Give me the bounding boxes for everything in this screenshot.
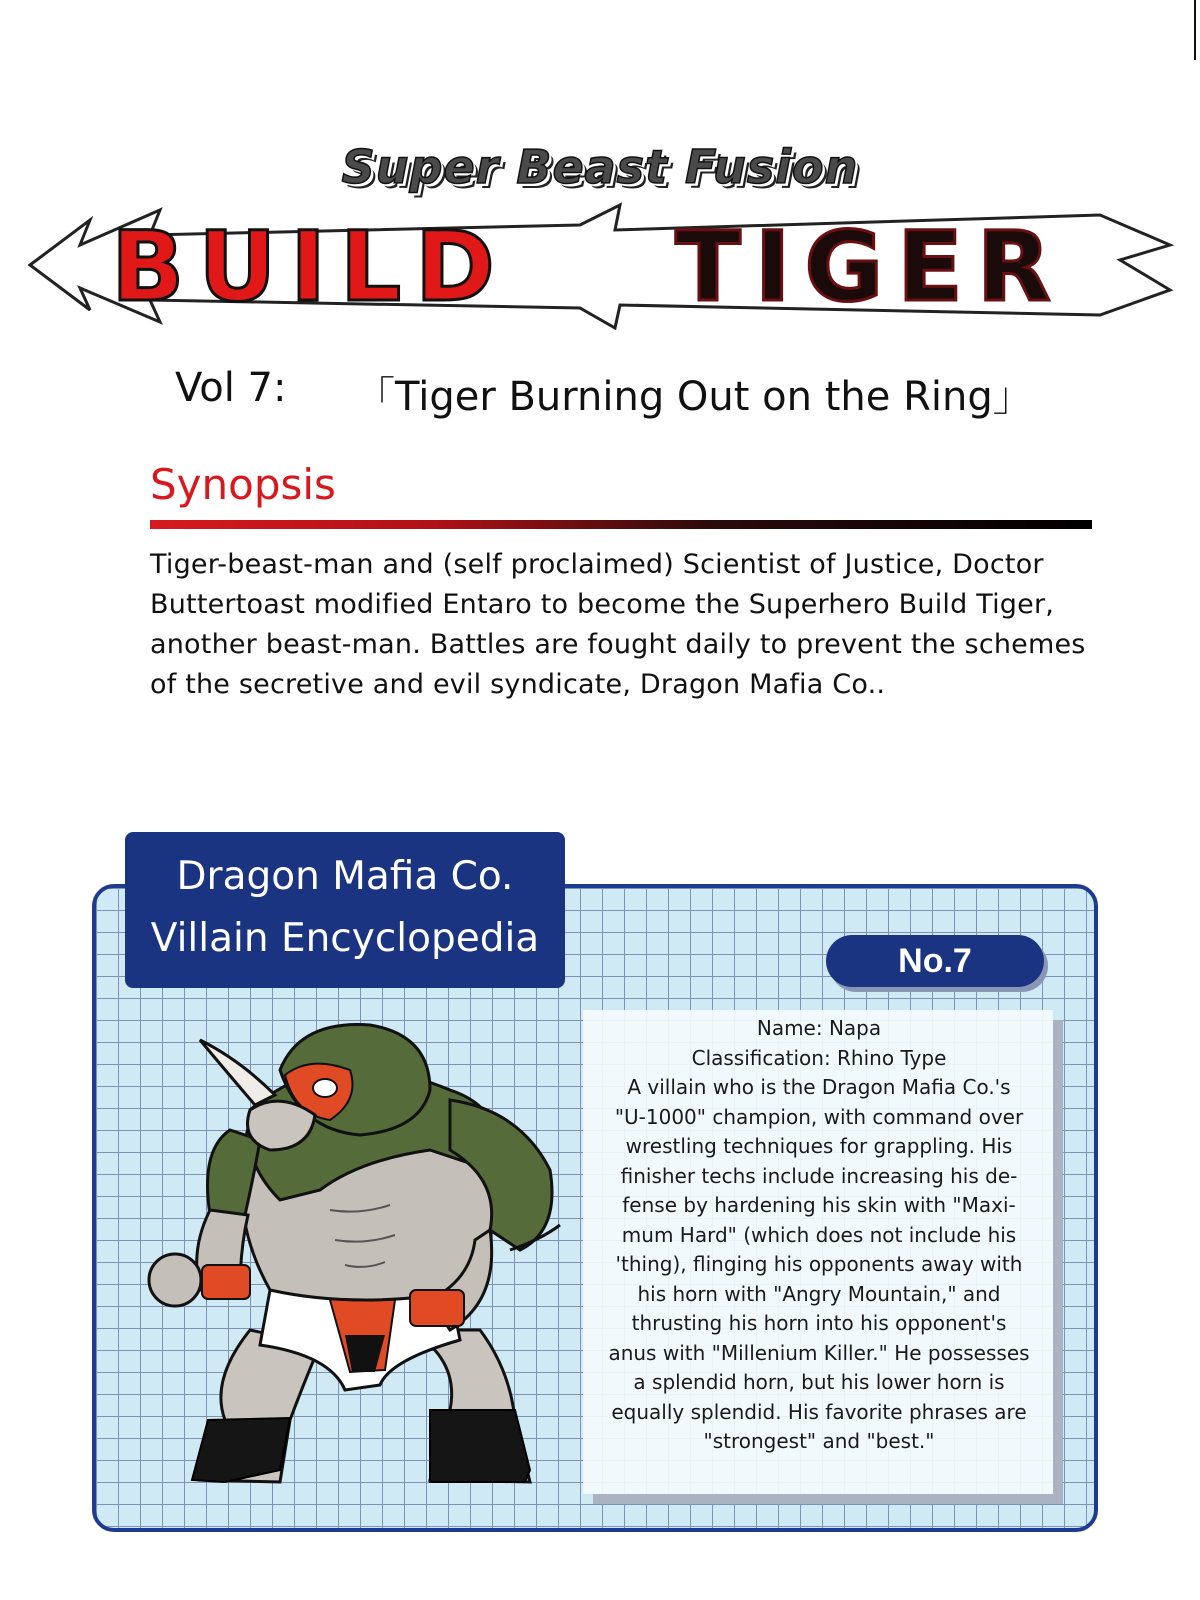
villain-illustration: [130, 1000, 570, 1500]
synopsis-heading: Synopsis: [150, 460, 336, 509]
entry-line: anus with "Millenium Killer." He possesses: [608, 1340, 1030, 1365]
entry-line: thrusting his horn into his opponent's: [631, 1311, 1007, 1335]
entry-line: a splendid horn, but his lower horn is: [633, 1370, 1005, 1394]
synopsis-line: Buttertoast modified Entaro to become the Superhero Build Tiger,: [150, 589, 1055, 620]
synopsis-divider: [150, 520, 1092, 529]
entry-line: equally splendid. His favorite phrases are: [611, 1399, 1027, 1424]
entry-number-badge: No.7: [826, 935, 1044, 987]
logo-subtitle: Super Beast Fusion: [341, 140, 859, 194]
entry-line: his horn with "Angry Mountain," and: [637, 1281, 1001, 1306]
synopsis-line: of the secretive and evil syndicate, Dragon Mafia Co..: [150, 669, 886, 700]
encyclopedia-title: [125, 832, 565, 988]
logo-title-red: BUILD: [111, 211, 509, 323]
entry-line: wrestling techniques for grappling. His: [625, 1134, 1013, 1158]
entry-line: "U-1000" champion, with command over: [614, 1104, 1024, 1129]
entry-line: Classification: Rhino Type: [691, 1045, 947, 1070]
logo-title-black: TIGER: [675, 211, 1065, 323]
volume-title: 「Tiger Burning Out on the Ring」: [355, 374, 1033, 420]
page-edge-mark: [1194, 0, 1196, 60]
encyclopedia-title-line: Dragon Mafia Co.: [176, 854, 514, 899]
volume-number: Vol 7:: [175, 365, 287, 411]
entry-line: finisher techs include increasing his de-: [620, 1163, 1018, 1188]
synopsis-body: [150, 545, 1140, 705]
encyclopedia-title-line: Villain Encyclopedia: [150, 916, 540, 961]
entry-line: A villain who is the Dragon Mafia Co.'s: [627, 1075, 1011, 1099]
logo-title: [20, 200, 1180, 330]
synopsis-line: Tiger-beast-man and (self proclaimed) Scientist of Justice, Doctor: [150, 549, 1044, 580]
entry-line: Name: Napa: [756, 1016, 882, 1040]
entry-line: fense by hardening his skin with "Maxi-: [622, 1193, 1016, 1217]
entry-line: 'thing), flinging his opponents away with: [615, 1252, 1023, 1276]
entry-line: "strongest" and "best.": [703, 1429, 935, 1453]
synopsis-line: another beast-man. Battles are fought daily to prevent the schemes: [150, 629, 1086, 660]
entry-line: mum Hard" (which does not include his: [621, 1222, 1017, 1247]
entry-text: [586, 1014, 1052, 1457]
